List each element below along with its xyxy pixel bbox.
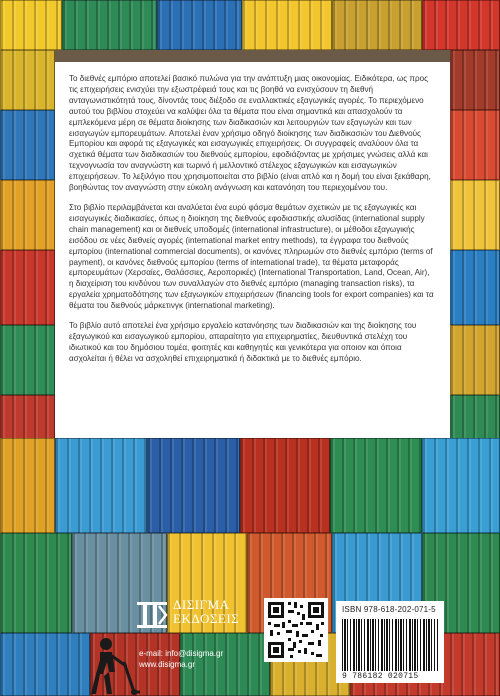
- barcode-bars: [342, 619, 438, 671]
- publisher-contact: [139, 648, 223, 670]
- barcode-digits: 9 786182 020715: [342, 672, 419, 681]
- publisher-name-line1: ΔΙΣΙΓΜΑ: [173, 597, 230, 612]
- publisher-website: www.disigma.gr: [139, 660, 196, 669]
- publisher-email: e-mail: info@disigma.gr: [139, 649, 224, 658]
- publisher-name-line2: ΕΚΔΟΣΕΙΣ: [173, 611, 240, 626]
- publisher-name: [173, 598, 239, 626]
- description-paragraph-2: Στο βιβλίο περιλαμβάνεται και αναλύεται ένα ευρύ φάσμα θεμάτων σχετικών με τις εξαγωγικές και εισαγωγικές διαδικασίες, όπως η διοίκηση της διεθνούς εφοδιαστικής αλυσίδας (international supply chain management) και οι διεθνείς υποδομές (international infrastructure), οι μέθοδοι εξαγωγικής εισόδου σε νέες διεθνείς αγορές (international market entry methods), τα έγγραφα του διεθνούς εμπορίου (international commercial documents), οι κανόνες πληρωμών στο διεθνές εμπόριο (terms of payment), οι κανόνες διεθνούς εμπορίου (terms of international trade), τα θέματα μεταφοράς εμπορευμάτων (Χερσαίες, Θαλάσσιες, Αεροπορικές) (International Transportation, Land, Ocean, Air), η διαχείριση του κινδύνου των συναλλαγών στο διεθνές εμπόριο (managing transaction risks), τα εργαλεία χρηματοδότησης των εξαγωγικών επιχειρήσεων (financing tools for export companies) και τα θέματα του διεθνούς μάρκετινγκ (international marketing).: [69, 202, 434, 311]
- publisher-logo: [135, 598, 265, 628]
- worker-silhouette-icon: [82, 632, 146, 696]
- qr-code: [264, 598, 328, 662]
- description-paragraph-1: Το διεθνές εμπόριο αποτελεί βασικό πυλώνα για την ανάπτυξη μιας οικονομίας. Ειδικότερα, ως προς τις επιχειρήσεις ενισχύει την εξωστρέφειά τους και τις βοηθά να ενισχύσουν τη διεθνή ανταγωνιστικότητά τους, δίνοντάς τους διέξοδο σε εναλλακτικές εξαγωγικές αγορές. Το περιεχόμενο αυτού του βιβλίου στοχεύει να καλύψει όλα τα θέματα που είναι σημαντικά και απασχολούν τα εμπλεκόμενα μέρη σε θέματα διοίκησης των διαδικασιών και λειτουργιών των εξαγωγών και των εισαγωγών εμπορευμάτων. Αποτελεί έναν χρήσιμο οδηγό διοίκησης των διαδικασιών του Διεθνούς Εμπορίου και αφορά τις εξαγωγικές και εισαγωγικές επιχειρήσεις. Οι συγγραφείς αναλύουν όλα τα σχετικά θέματα των διαδικασιών του διεθνούς εμπορίου, εφοδιάζοντας με χρήσιμες γνώσεις αλλά και τεχνογνωσία τον αναγνώστη και τωρινό ή μελλοντικό στέλεχος εξαγωγικών και εισαγωγικών επιχειρήσεων. Το λεξιλόγιο που χρησιμοποιείται στο βιβλίο (είναι απλό και η δομή του είναι ξεκάθαρη, βοηθώντας τον αναγνώστη στην εύκολη ανάγνωση και κατανόηση του περιεχομένου του.: [69, 74, 431, 193]
- disigma-logo-icon: [135, 600, 169, 630]
- description-paragraph-3: Το βιβλίο αυτό αποτελεί ένα χρήσιμο εργαλείο κατανόησης των διαδικασιών και της διοίκησης του εξαγωγικού και εισαγωγικού εμπορίου, απαραίτητο για επιχειρηματίες, διευθυντικά στελέχη του ιδιωτικού και του δημόσιου τομέα, φοιτητές και καθηγητές και γενικότερα για οποιον και όποια ασχολείται ή θέλει να ασχοληθεί επιχειρηματικά ή διδακτικά με το διεθνές εμπόριο.: [69, 321, 417, 363]
- isbn-barcode: [336, 601, 444, 683]
- isbn-label: ISBN 978-618-202-071-5: [342, 605, 436, 614]
- description-panel: [55, 62, 450, 438]
